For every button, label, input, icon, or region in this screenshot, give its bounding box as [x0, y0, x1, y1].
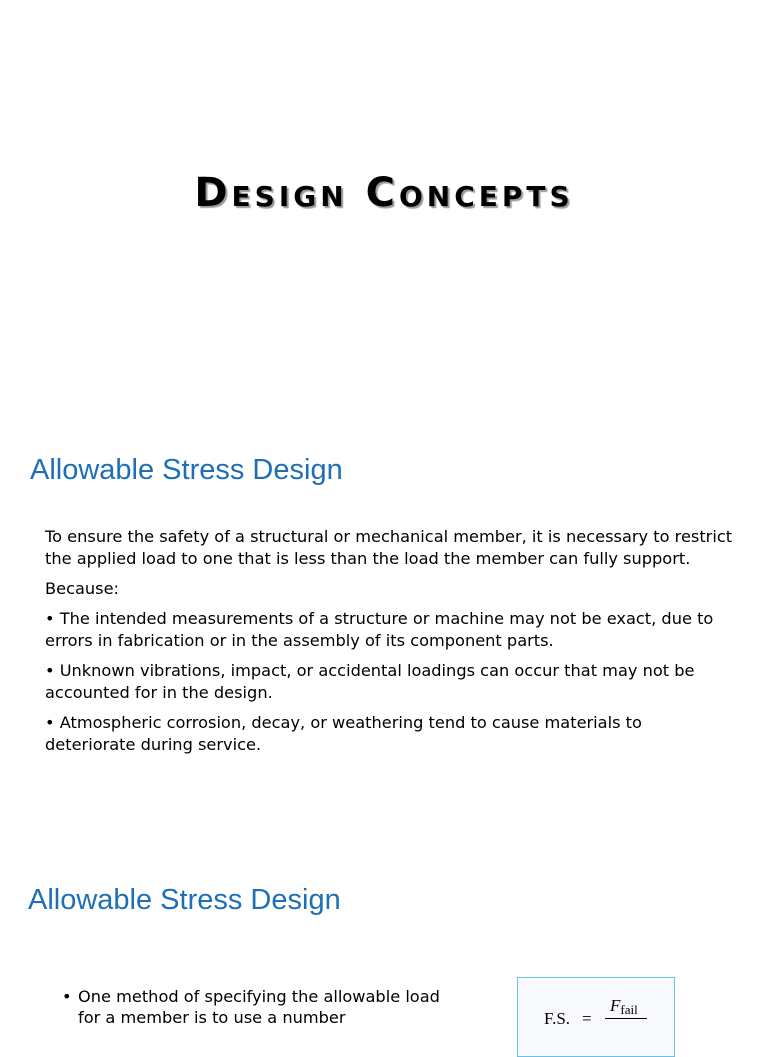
- reason-measurements: • The intended measurements of a structure or machine may not be exact, due to errors in fabrication or in the assembly of its component parts.: [45, 609, 714, 650]
- formula-equals: =: [582, 1009, 592, 1028]
- factor-of-safety-formula: [517, 977, 675, 1057]
- because-label: Because:: [45, 579, 119, 598]
- allowable-stress-slide-1: [0, 420, 768, 850]
- slide-body: [45, 526, 735, 764]
- numerator-symbol: F: [610, 996, 621, 1015]
- reason-vibrations: • Unknown vibrations, impact, or accidental loadings can occur that may not be accounted for in the design.: [45, 661, 695, 702]
- presentation-title: Design Concepts: [194, 170, 574, 216]
- formula-lhs: F.S.: [544, 1009, 571, 1028]
- fraction-bar: [605, 1018, 647, 1019]
- reason-corrosion: • Atmospheric corrosion, decay, or weathering tend to cause materials to deteriorate during service.: [45, 713, 642, 754]
- allowable-stress-slide-2: [0, 850, 768, 1028]
- numerator-subscript: fail: [620, 1002, 638, 1017]
- formula-numerator: [610, 996, 638, 1016]
- bullet-list: [62, 986, 442, 1028]
- title-slide: [0, 0, 768, 420]
- bullet-icon: •: [62, 987, 72, 1006]
- intro-paragraph: To ensure the safety of a structural or mechanical member, it is necessary to restrict the applied load to one that is less than the load the member can fully support.: [45, 527, 733, 568]
- slide-heading: Allowable Stress Design: [30, 454, 343, 486]
- bullet-text: One method of specifying the allowable load for a member is to use a number: [78, 987, 440, 1027]
- list-item: [62, 986, 442, 1028]
- slide-heading: Allowable Stress Design: [28, 884, 341, 916]
